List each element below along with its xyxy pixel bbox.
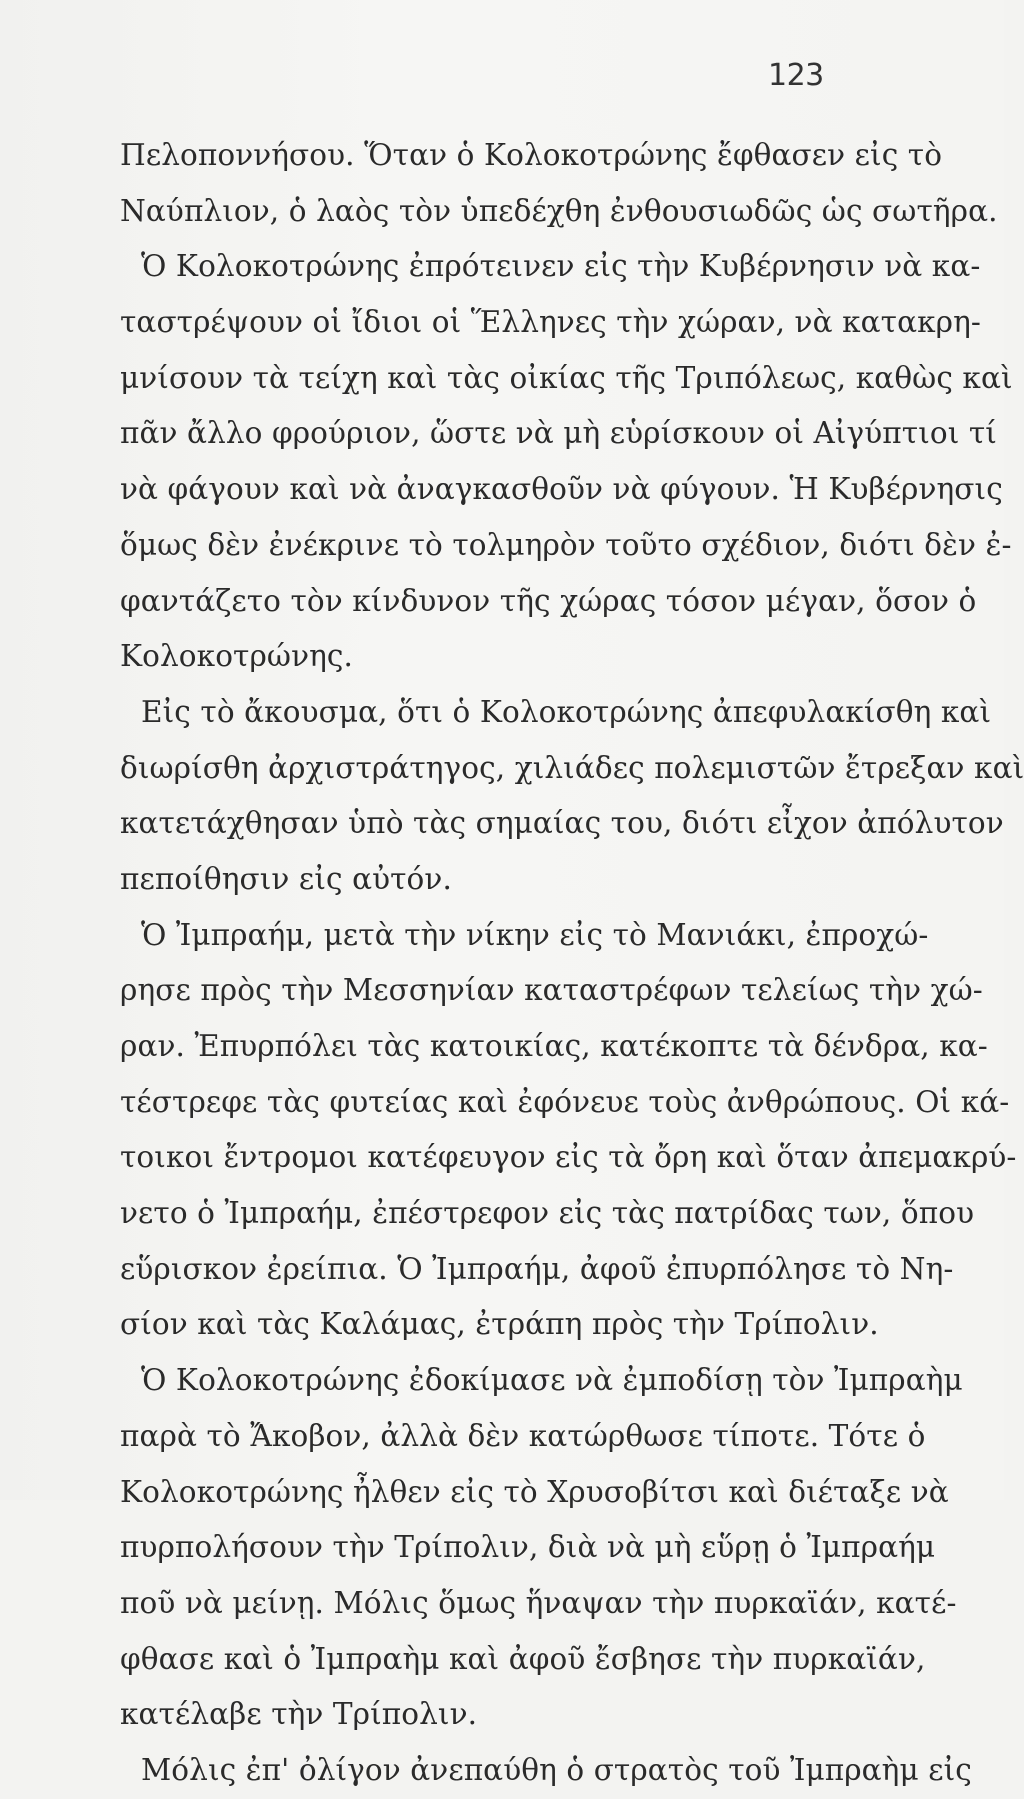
text-line: εὕρισκον ἐρείπια. Ὁ Ἰμπραήμ, ἀφοῦ ἐπυρπόλησε τὸ Νη- [120,1251,954,1286]
text-line: Μόλις ἐπ' ὀλίγον ἀνεπαύθη ὁ στρατὸς τοῦ Ἰμπραὴμ εἰς [141,1752,972,1787]
text-line: νετο ὁ Ἰμπραήμ, ἐπέστρεφον εἰς τὰς πατρίδας των, ὅπου [120,1196,975,1231]
text-line: Ὁ Ἰμπραήμ, μετὰ τὴν νίκην εἰς τὸ Μανιάκι, ἐπροχώ- [141,917,929,952]
text-line: τοικοι ἔντρομοι κατέφευγον εἰς τὰ ὄρη καὶ ὅταν ἀπεμακρύ- [120,1140,1017,1175]
text-line: ποῦ νὰ μείνῃ. Μόλις ὅμως ἥναψαν τὴν πυρκαϊάν, κατέ- [120,1585,957,1620]
text-line: πᾶν ἄλλο φρούριον, ὥστε νὰ μὴ εὑρίσκουν οἱ Αἰγύπτιοι τί [120,416,997,451]
text-line: νὰ φάγουν καὶ νὰ ἀναγκασθοῦν νὰ φύγουν. Ἡ Κυβέρνησις [120,472,1003,507]
text-line: Ναύπλιον, ὁ λαὸς τὸν ὑπεδέχθη ἐνθουσιωδῶς ὡς σωτῆρα. [120,193,998,228]
text-line: σίον καὶ τὰς Καλάμας, ἐτράπη πρὸς τὴν Τρίπολιν. [120,1307,879,1342]
text-line: Πελοποννήσου. Ὅταν ὁ Κολοκοτρώνης ἔφθασεν εἰς τὸ [120,138,943,172]
text-line: φαντάζετο τὸν κίνδυνον τῆς χώρας τόσον μέγαν, ὅσον ὁ [120,583,977,618]
text-line: φθασε καὶ ὁ Ἰμπραὴμ καὶ ἀφοῦ ἔσβησε τὴν πυρκαϊάν, [120,1641,926,1676]
text-line: Ὁ Κολοκοτρώνης ἐπρότεινεν εἰς τὴν Κυβέρνησιν νὰ κα- [141,249,981,284]
page-number: 123 [768,58,824,93]
text-line: πεποίθησιν εἰς αὐτόν. [120,861,452,896]
text-line: ρησε πρὸς τὴν Μεσσηνίαν καταστρέφων τελείως τὴν χώ- [120,973,983,1008]
text-line: μνίσουν τὰ τείχη καὶ τὰς οἰκίας τῆς Τριπόλεως, καθὼς καὶ [120,360,1013,395]
text-line: ραν. Ἐπυρπόλει τὰς κατοικίας, κατέκοπτε τὰ δένδρα, κα- [120,1029,988,1063]
text-line: διωρίσθη ἀρχιστράτηγος, χιλιάδες πολεμιστῶν ἔτρεξαν καὶ [120,750,1024,785]
text-line: Κολοκοτρώνης ἦλθεν εἰς τὸ Χρυσοβίτσι καὶ διέταξε νὰ [120,1474,949,1509]
text-line: κατέλαβε τὴν Τρίπολιν. [120,1697,478,1732]
text-line: Ὁ Κολοκοτρώνης ἐδοκίμασε νὰ ἐμποδίσῃ τὸν Ἰμπραὴμ [141,1363,963,1398]
text-line: ὅμως δὲν ἐνέκρινε τὸ τολμηρὸν τοῦτο σχέδιον, διότι δὲν ἐ- [120,527,1012,562]
body-text [120,128,1024,1799]
text-line: κατετάχθησαν ὑπὸ τὰς σημαίας του, διότι εἶχον ἀπόλυτον [120,806,1004,841]
text-line: πυρπολήσουν τὴν Τρίπολιν, διὰ νὰ μὴ εὕρῃ ὁ Ἰμπραήμ [120,1530,936,1565]
text-line: ταστρέψουν οἱ ἴδιοι οἱ Ἕλληνες τὴν χώραν, νὰ κατακρη- [120,305,981,340]
text-line: Εἰς τὸ ἄκουσμα, ὅτι ὁ Κολοκοτρώνης ἀπεφυλακίσθη καὶ [141,694,992,729]
text-line: παρὰ τὸ Ἄκοβον, ἀλλὰ δὲν κατώρθωσε τίποτε. Τότε ὁ [120,1418,926,1453]
text-line: τέστρεφε τὰς φυτείας καὶ ἐφόνευε τοὺς ἀνθρώπους. Οἱ κά- [120,1084,1010,1119]
text-line: Κολοκοτρώνης. [120,639,353,674]
